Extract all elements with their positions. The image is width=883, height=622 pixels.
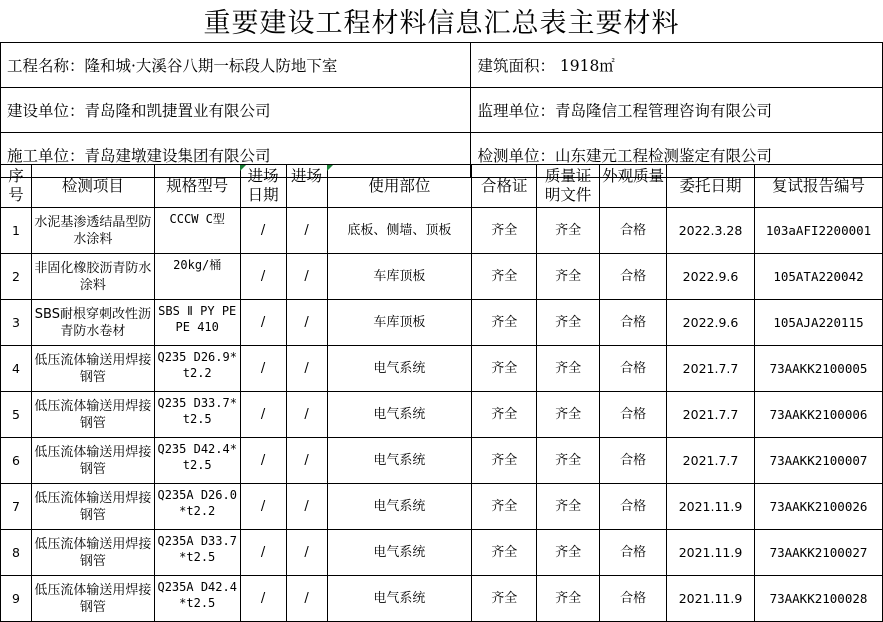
cell-appearance[interactable] (600, 438, 667, 484)
cell-entry-date[interactable] (240, 530, 286, 576)
cell-report-no[interactable] (754, 438, 882, 484)
comment-indicator (240, 165, 246, 171)
cell-no[interactable] (1, 438, 32, 484)
cell-entry-date[interactable] (240, 254, 286, 300)
cell-entry-date[interactable] (240, 392, 286, 438)
cell-report-no-text: 73AAKK2100005 (769, 360, 868, 376)
cell-appearance[interactable] (600, 254, 667, 300)
table-row (1, 484, 883, 530)
cell-entrust-date-text: 2022.9.6 (682, 314, 739, 330)
cell-location[interactable] (327, 576, 472, 622)
table-row (1, 530, 883, 576)
cell-no[interactable] (1, 254, 32, 300)
table-row (1, 300, 883, 346)
cell-entry[interactable] (286, 576, 327, 622)
project-name-cell[interactable]: 工程名称：隆和城·大溪谷八期一标段人防地下室 (1, 43, 471, 88)
cell-spec[interactable] (154, 300, 240, 346)
cell-location[interactable] (327, 346, 472, 392)
header-cell-entrust-date[interactable]: 委托日期 (667, 165, 755, 208)
cell-location-text: 车库顶板 (373, 269, 426, 284)
cell-entry-text: / (304, 545, 309, 560)
cell-no-text: 1 (12, 222, 20, 238)
cell-no[interactable] (1, 484, 32, 530)
cell-certificate[interactable] (472, 484, 537, 530)
cell-entry-date-text: / (260, 591, 266, 606)
cell-item-text: 低压流体输送用焊接钢管 (34, 398, 152, 431)
cell-certificate-text: 齐全 (491, 591, 518, 606)
cell-quality-doc-text: 齐全 (555, 269, 582, 284)
cell-quality-doc[interactable] (537, 208, 600, 254)
cell-certificate-text: 齐全 (491, 269, 518, 284)
cell-report-no-text: 73AAKK2100007 (769, 452, 868, 468)
cell-entrust-date[interactable] (667, 254, 755, 300)
cell-entry-date-text: / (260, 315, 266, 330)
cell-item[interactable] (31, 576, 154, 622)
cell-report-no[interactable] (754, 300, 882, 346)
materials-table (0, 164, 883, 622)
cell-spec[interactable] (154, 576, 240, 622)
cell-appearance-text: 合格 (620, 591, 647, 606)
cell-entry-date-text: / (260, 269, 266, 284)
cell-certificate-text: 齐全 (491, 361, 518, 376)
cell-quality-doc-text: 齐全 (555, 223, 582, 238)
cell-report-no-text: 73AAKK2100006 (769, 406, 868, 422)
cell-quality-doc[interactable] (537, 254, 600, 300)
cell-no[interactable] (1, 392, 32, 438)
cell-entry-text: / (304, 315, 309, 330)
cell-no-text: 6 (12, 452, 20, 468)
cell-no-text: 4 (12, 360, 20, 376)
cell-spec[interactable] (154, 484, 240, 530)
cell-entry[interactable] (286, 208, 327, 254)
cell-spec[interactable] (154, 346, 240, 392)
cell-location[interactable] (327, 438, 472, 484)
cell-appearance[interactable] (600, 300, 667, 346)
cell-no-text: 5 (12, 406, 20, 422)
cell-appearance-text: 合格 (620, 545, 647, 560)
cell-entry-date-text: / (260, 545, 266, 560)
cell-entry-date[interactable] (240, 576, 286, 622)
cell-appearance[interactable] (600, 208, 667, 254)
cell-entrust-date-text: 2021.11.9 (678, 544, 743, 560)
cell-item-text: SBS耐根穿刺改性沥青防水卷材 (34, 306, 151, 339)
supervisor-cell[interactable]: 监理单位：青岛隆信工程管理咨询有限公司 (471, 88, 883, 133)
table-row (1, 346, 883, 392)
cell-no[interactable] (1, 208, 32, 254)
cell-item-text: 非固化橡胶沥青防水涂料 (34, 260, 152, 293)
cell-item-text: 低压流体输送用焊接钢管 (34, 352, 152, 385)
header-cell-item[interactable]: 检测项目 (31, 165, 154, 208)
cell-no[interactable] (1, 346, 32, 392)
cell-quality-doc-text: 齐全 (555, 361, 582, 376)
cell-location-text: 电气系统 (373, 545, 426, 560)
cell-entry-text: / (304, 453, 309, 468)
info-row (1, 88, 883, 133)
header-cell-appearance[interactable]: 外观质量 (600, 165, 667, 208)
cell-no-text: 2 (12, 268, 20, 284)
comment-indicator (327, 165, 333, 171)
cell-appearance-text: 合格 (620, 407, 647, 422)
cell-entry-date[interactable] (240, 300, 286, 346)
cell-location[interactable] (327, 392, 472, 438)
inspector-cell[interactable]: 检测单位：山东建元工程检测鉴定有限公司 (471, 133, 883, 178)
cell-certificate[interactable] (472, 208, 537, 254)
cell-entry-text: / (304, 269, 309, 284)
cell-entrust-date[interactable] (667, 392, 755, 438)
cell-quality-doc-text: 齐全 (555, 499, 582, 514)
cell-entrust-date[interactable] (667, 346, 755, 392)
cell-no[interactable] (1, 300, 32, 346)
cell-quality-doc-text: 齐全 (555, 453, 582, 468)
cell-no-text: 7 (12, 498, 20, 514)
cell-quality-doc[interactable] (537, 346, 600, 392)
cell-location-text: 底板、侧墙、顶板 (347, 223, 452, 238)
header-cell-report-no[interactable]: 复试报告编号 (754, 165, 882, 208)
cell-appearance-text: 合格 (620, 499, 647, 514)
cell-entrust-date-text: 2022.9.6 (682, 268, 739, 284)
cell-item-text: 低压流体输送用焊接钢管 (34, 444, 152, 477)
table-row (1, 392, 883, 438)
cell-entry-date-text: / (260, 499, 266, 514)
cell-entry[interactable] (286, 530, 327, 576)
cell-location-text: 电气系统 (373, 407, 426, 422)
cell-quality-doc[interactable] (537, 438, 600, 484)
cell-report-no-text: 105AJA220115 (773, 314, 864, 330)
cell-quality-doc[interactable] (537, 484, 600, 530)
header-row (1, 165, 883, 208)
cell-report-no[interactable] (754, 576, 882, 622)
cell-quality-doc[interactable] (537, 392, 600, 438)
cell-certificate-text: 齐全 (491, 499, 518, 514)
cell-appearance-text: 合格 (620, 453, 647, 468)
cell-appearance[interactable] (600, 576, 667, 622)
cell-location[interactable] (327, 208, 472, 254)
project-info-table (0, 42, 883, 178)
cell-appearance-text: 合格 (620, 223, 647, 238)
cell-item-text: 水泥基渗透结晶型防水涂料 (34, 214, 152, 247)
table-row (1, 208, 883, 254)
cell-entrust-date-text: 2021.7.7 (682, 406, 739, 422)
cell-appearance-text: 合格 (620, 361, 647, 376)
cell-entry-date-text: / (260, 361, 266, 376)
cell-certificate-text: 齐全 (491, 545, 518, 560)
cell-report-no-text: 105ATA220042 (773, 268, 864, 284)
cell-appearance-text: 合格 (620, 315, 647, 330)
cell-quality-doc-text: 齐全 (555, 315, 582, 330)
cell-quality-doc[interactable] (537, 300, 600, 346)
cell-location[interactable] (327, 530, 472, 576)
table-row (1, 438, 883, 484)
cell-item[interactable] (31, 530, 154, 576)
cell-entry-date[interactable] (240, 484, 286, 530)
cell-spec-text: Q235 D33.7*t2.5 (157, 395, 237, 426)
cell-item-text: 低压流体输送用焊接钢管 (34, 536, 152, 569)
table-body (1, 208, 883, 622)
cell-item[interactable] (31, 438, 154, 484)
cell-entry[interactable] (286, 300, 327, 346)
cell-spec[interactable] (154, 530, 240, 576)
cell-location-text: 电气系统 (373, 453, 426, 468)
cell-report-no[interactable] (754, 392, 882, 438)
building-area-cell[interactable]: 建筑面积： 1918㎡ (471, 43, 883, 88)
cell-no-text: 9 (12, 590, 20, 606)
cell-report-no[interactable] (754, 208, 882, 254)
cell-entry-text: / (304, 407, 309, 422)
cell-quality-doc-text: 齐全 (555, 407, 582, 422)
cell-location-text: 电气系统 (373, 361, 426, 376)
table-row (1, 576, 883, 622)
cell-appearance-text: 合格 (620, 269, 647, 284)
cell-certificate[interactable] (472, 346, 537, 392)
cell-entrust-date[interactable] (667, 208, 755, 254)
cell-certificate[interactable] (472, 438, 537, 484)
constructor-cell[interactable]: 施工单位：青岛建墩建设集团有限公司 (1, 133, 471, 178)
header-cell-certificate[interactable]: 合格证 (472, 165, 537, 208)
cell-appearance[interactable] (600, 530, 667, 576)
cell-item[interactable] (31, 208, 154, 254)
cell-location[interactable] (327, 484, 472, 530)
cell-item[interactable] (31, 392, 154, 438)
cell-report-no-text: 103aAFI2200001 (765, 222, 872, 238)
cell-location[interactable] (327, 300, 472, 346)
info-row (1, 43, 883, 88)
cell-no[interactable] (1, 576, 32, 622)
cell-entrust-date-text: 2021.7.7 (682, 452, 739, 468)
cell-spec-text: 20kg/桶 (173, 257, 222, 272)
cell-spec[interactable] (154, 208, 240, 254)
cell-spec-text: CCCW C型 (169, 211, 225, 226)
cell-entrust-date[interactable] (667, 576, 755, 622)
cell-entry-date-text: / (260, 453, 266, 468)
cell-entry-text: / (304, 499, 309, 514)
cell-no-text: 3 (12, 314, 20, 330)
cell-entry[interactable] (286, 392, 327, 438)
cell-entry-date[interactable] (240, 438, 286, 484)
cell-location[interactable] (327, 254, 472, 300)
cell-entrust-date[interactable] (667, 300, 755, 346)
cell-entry-text: / (304, 361, 309, 376)
cell-no-text: 8 (12, 544, 20, 560)
cell-spec-text: Q235A D33.7*t2.5 (157, 533, 237, 564)
cell-entrust-date-text: 2021.11.9 (678, 590, 743, 606)
cell-certificate[interactable] (472, 530, 537, 576)
cell-report-no[interactable] (754, 484, 882, 530)
cell-report-no[interactable] (754, 530, 882, 576)
cell-spec-text: Q235A D42.4*t2.5 (157, 579, 237, 610)
cell-certificate-text: 齐全 (491, 453, 518, 468)
cell-report-no[interactable] (754, 346, 882, 392)
cell-entrust-date[interactable] (667, 530, 755, 576)
cell-item[interactable] (31, 300, 154, 346)
cell-spec[interactable] (154, 392, 240, 438)
cell-entry-date-text: / (260, 223, 266, 238)
cell-appearance[interactable] (600, 346, 667, 392)
cell-entry-text: / (304, 591, 309, 606)
cell-spec-text: Q235 D26.9*t2.2 (157, 349, 237, 380)
cell-certificate[interactable] (472, 300, 537, 346)
cell-entrust-date[interactable] (667, 438, 755, 484)
cell-spec[interactable] (154, 438, 240, 484)
header-cell-location[interactable]: 使用部位 (327, 165, 472, 208)
cell-spec-text: Q235 D42.4*t2.5 (157, 441, 237, 472)
cell-certificate-text: 齐全 (491, 223, 518, 238)
cell-location-text: 电气系统 (373, 499, 426, 514)
cell-item[interactable] (31, 254, 154, 300)
cell-certificate[interactable] (472, 254, 537, 300)
cell-entrust-date-text: 2022.3.28 (678, 222, 743, 238)
cell-location-text: 车库顶板 (373, 315, 426, 330)
cell-report-no-text: 73AAKK2100026 (769, 498, 868, 514)
header-cell-quality-doc[interactable]: 质量证明文件 (537, 165, 600, 208)
cell-entry-date-text: / (260, 407, 266, 422)
header-cell-spec[interactable]: 规格型号 (154, 165, 240, 208)
cell-entry[interactable] (286, 346, 327, 392)
cell-entry[interactable] (286, 254, 327, 300)
cell-item[interactable] (31, 346, 154, 392)
cell-quality-doc[interactable] (537, 576, 600, 622)
cell-entrust-date-text: 2021.7.7 (682, 360, 739, 376)
cell-certificate[interactable] (472, 576, 537, 622)
header-cell-no[interactable]: 序号 (1, 165, 32, 208)
cell-entry[interactable] (286, 438, 327, 484)
cell-spec[interactable] (154, 254, 240, 300)
cell-entry-text: / (304, 223, 309, 238)
cell-item[interactable] (31, 484, 154, 530)
cell-report-no-text: 73AAKK2100028 (769, 590, 868, 606)
cell-certificate[interactable] (472, 392, 537, 438)
cell-quality-doc-text: 齐全 (555, 591, 582, 606)
cell-appearance[interactable] (600, 484, 667, 530)
cell-quality-doc[interactable] (537, 530, 600, 576)
cell-entry-date[interactable] (240, 208, 286, 254)
cell-entry[interactable] (286, 484, 327, 530)
cell-certificate-text: 齐全 (491, 315, 518, 330)
cell-location-text: 电气系统 (373, 591, 426, 606)
cell-entrust-date-text: 2021.11.9 (678, 498, 743, 514)
header-cell-entry-date[interactable]: 进场日期 (240, 165, 286, 208)
builder-cell[interactable]: 建设单位：青岛隆和凯捷置业有限公司 (1, 88, 471, 133)
cell-appearance[interactable] (600, 392, 667, 438)
table-row (1, 254, 883, 300)
cell-report-no[interactable] (754, 254, 882, 300)
cell-item-text: 低压流体输送用焊接钢管 (34, 582, 152, 615)
cell-entry-date[interactable] (240, 346, 286, 392)
header-cell-entry[interactable]: 进场 (286, 165, 327, 208)
cell-item-text: 低压流体输送用焊接钢管 (34, 490, 152, 523)
cell-no[interactable] (1, 530, 32, 576)
cell-spec-text: SBS Ⅱ PY PE PE 410 (158, 303, 237, 334)
cell-certificate-text: 齐全 (491, 407, 518, 422)
cell-spec-text: Q235A D26.0*t2.2 (157, 487, 237, 518)
cell-quality-doc-text: 齐全 (555, 545, 582, 560)
cell-entrust-date[interactable] (667, 484, 755, 530)
sheet-title: 重要建设工程材料信息汇总表主要材料 (203, 7, 680, 39)
cell-report-no-text: 73AAKK2100027 (769, 544, 868, 560)
